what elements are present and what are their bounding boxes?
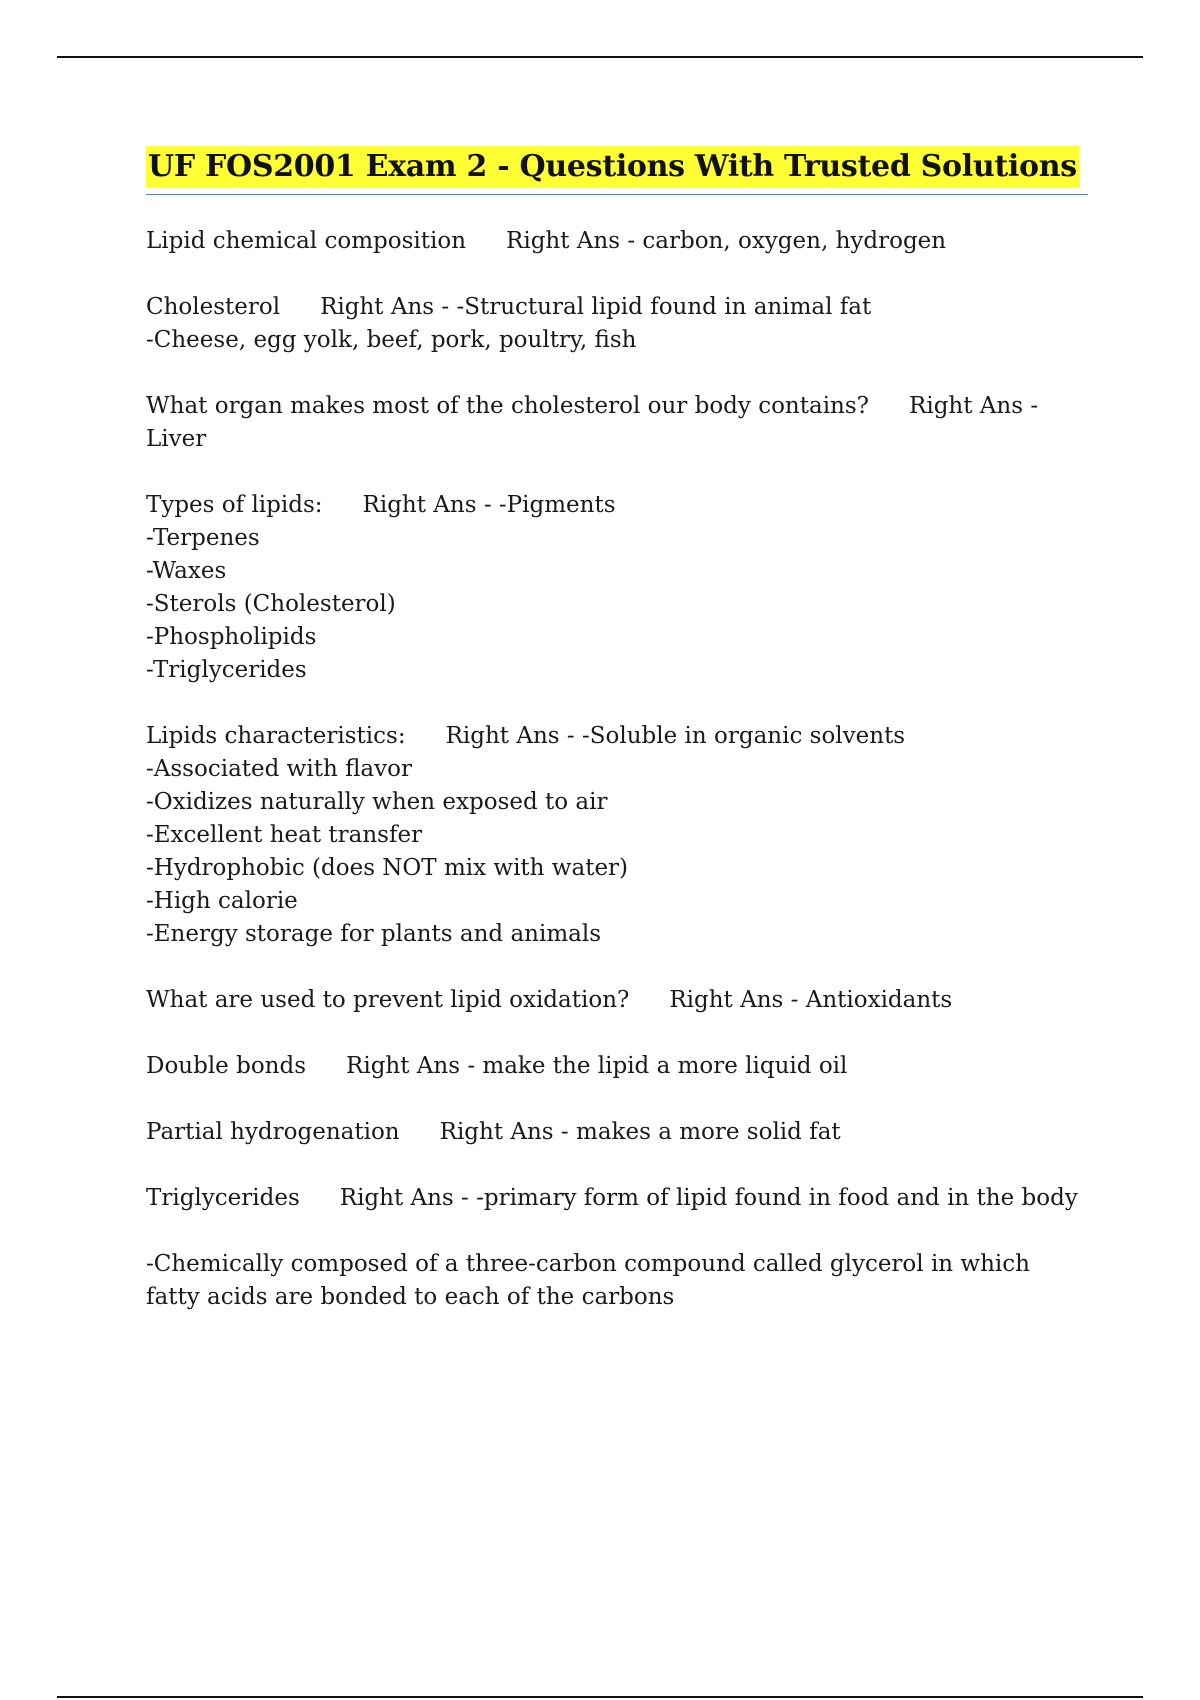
answer-line: -High calorie	[146, 888, 298, 914]
answer-line: -Oxidizes naturally when exposed to air	[146, 789, 608, 815]
answer-text: Right Ans - -Structural lipid found in animal fat	[320, 294, 872, 320]
answer-line: -Triglycerides	[146, 657, 307, 683]
question-term: What are used to prevent lipid oxidation?	[146, 987, 630, 1013]
question-term: What organ makes most of the cholesterol our body contains?	[146, 393, 870, 419]
closing-paragraph: -Chemically composed of a three-carbon compound called glycerol in which fatty acids are bonded to each of the carbons	[146, 1251, 1030, 1310]
qa-entry-cholesterol-organ	[146, 390, 1088, 456]
qa-entry-double-bonds	[146, 1050, 1088, 1083]
answer-line: -Sterols (Cholesterol)	[146, 591, 396, 617]
answer-text: Right Ans - -primary form of lipid found in food and in the body	[339, 1185, 1078, 1211]
question-term: Partial hydrogenation	[146, 1119, 400, 1145]
header-rule	[57, 56, 1143, 58]
qa-entry-lipid-characteristics	[146, 720, 1088, 951]
question-term: Cholesterol	[146, 294, 281, 320]
question-term: Double bonds	[146, 1053, 307, 1079]
document-title: UF FOS2001 Exam 2 - Questions With Trusted Solutions	[146, 146, 1079, 188]
answer-line: -Energy storage for plants and animals	[146, 921, 602, 947]
answer-text: Right Ans - make the lipid a more liquid oil	[346, 1053, 848, 1079]
question-term: Lipid chemical composition	[146, 228, 467, 254]
question-term: Lipids characteristics:	[146, 723, 406, 749]
answer-line: -Phospholipids	[146, 624, 317, 650]
answer-line: -Waxes	[146, 558, 227, 584]
qa-entry-partial-hydrogenation	[146, 1116, 1088, 1149]
question-term: Types of lipids:	[146, 492, 323, 518]
title-block	[146, 146, 1088, 195]
answer-line: -Terpenes	[146, 525, 260, 551]
answer-line: -Associated with flavor	[146, 756, 412, 782]
question-term: Triglycerides	[146, 1185, 300, 1211]
answer-line: -Hydrophobic (does NOT mix with water)	[146, 855, 629, 881]
answer-text: Right Ans - -Soluble in organic solvents	[445, 723, 906, 749]
answer-text: Right Ans - -Pigments	[362, 492, 616, 518]
footer-rule	[57, 1696, 1143, 1698]
document-page	[146, 146, 1088, 1314]
qa-entry-types-of-lipids	[146, 489, 1088, 687]
qa-entry-lipid-composition	[146, 225, 1088, 258]
answer-line: -Excellent heat transfer	[146, 822, 423, 848]
qa-entry-lipid-oxidation	[146, 984, 1088, 1017]
answer-text: Right Ans - Liver	[146, 393, 1039, 452]
qa-entry-cholesterol	[146, 291, 1088, 357]
qa-entry-triglycerides	[146, 1182, 1088, 1215]
answer-text: Right Ans - makes a more solid fat	[439, 1119, 841, 1145]
answer-line: -Cheese, egg yolk, beef, pork, poultry, fish	[146, 327, 637, 353]
answer-text: Right Ans - Antioxidants	[669, 987, 953, 1013]
answer-text: Right Ans - carbon, oxygen, hydrogen	[506, 228, 947, 254]
